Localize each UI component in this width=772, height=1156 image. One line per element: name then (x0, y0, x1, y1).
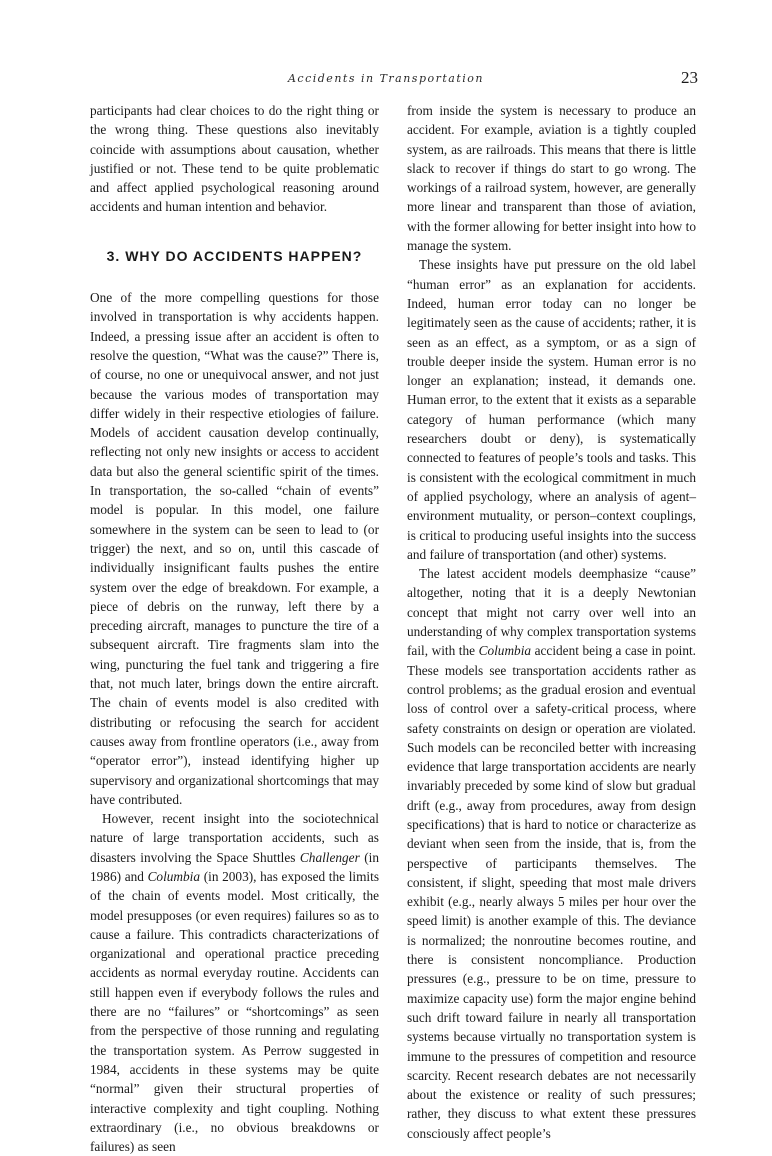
left-column (90, 101, 379, 1156)
italic-columbia: Columbia (147, 868, 201, 884)
paragraph-sociotechnical (90, 809, 379, 1156)
text-span: (in 1986) and (90, 849, 379, 884)
text-span: (in 2003), has exposed the limits of the chain of events model. Most critically, the model presupposes (or even requires) failures so as to cause a failure. This contradicts characterizations of organizational and operational practice preceding accidents as normal everyday routine. Accidents can still happen even if everybody follows the rules and there are no “failures” or “shortcomings” as seen from the perspective of those running and regulating the transportation system. As Perrow suggested in 1984, accidents in these systems may be quite “normal” given their structural properties of interactive complexity and tight coupling. Nothing extraordinary (i.e., no obvious breakdowns or failures) as seen (90, 868, 379, 1155)
text-span: accident being a case in point. These models see transportation accidents rather as control problems; as the gradual erosion and eventual loss of control over a safety-critical process, where safety constraints on design or operation are violated. Such models can be reconciled better with increasing evidence that large transportation accidents are nearly invariably preceded by some kind of slow but gradual drift (e.g., away from procedures, away from design specifications) that is hard to notice or characterize as deviant when seen from the inside, that is, from the perspective of participants themselves. The consistent, if slight, speeding that most male drivers exhibit (e.g., nearly always 5 miles per hour over the speed limit) is another example of this. The deviance is normalized; the nonroutine becomes routine, and there is consistent noncompliance. Production pressures (e.g., pressure to be on time, pressure to maximize capacity use) form the major engine behind such drift toward failure in nearly all transportation systems because virtually no transportation system is immune to the pressures of competition and resource scarcity. Recent research debates are not necessarily about the existence or reality of such pressures; rather, they discuss to what extent these pressures consciously affect people’s (407, 643, 696, 1141)
text-span: However, recent insight into the sociotechnical nature of large transportation accidents, such as disasters involving the Space Shuttles (90, 811, 379, 865)
paragraph-continuation: participants had clear choices to do the right thing or the wrong thing. These questions also inevitably coincide with assumptions about causation, whether justified or not. These tend to be quite problematic and affect applied psychological reasoning around accidents and human intention and behavior. (90, 103, 379, 215)
right-column (407, 101, 696, 1143)
paragraph-coupling: from inside the system is necessary to produce an accident. For example, aviation is a tightly coupled system, as are railroads. This means that there is little slack to recover if things do start to go wrong. The workings of a railroad system, however, are generally more linear and transparent than those of aviation, with the former allowing for better insight into how to manage the system. (407, 103, 696, 254)
page-number: 23 (681, 68, 698, 87)
text-span: The latest accident models deemphasize “cause” altogether, noting that it is a deeply Newtonian concept that might not carry over well into an understanding of why complex transportation systems fail, with the (407, 566, 696, 659)
paragraph-why-accidents: One of the more compelling questions for those involved in transportation is why accidents happen. Indeed, a pressing issue after an accident is often to resolve the question, “What was the cause?” There is, of course, no one or unequivocal answer, and not just because the various modes of transportation may differ widely in their respective etiologies of failure. Models of accident causation develop continually, reflecting not only new insights or access to accident data but also the general scientific spirit of the times. In transportation, the so-called “chain of events” model is popular. In this model, one failure somewhere in the system can be seen to lead to (or trigger) the next, and so on, until this cascade of individually insignificant faults pushes the entire system over the edge of breakdown. For example, a piece of debris on the runway, left there by a preceding aircraft, manages to puncture the tire of a subsequent aircraft. Tire fragments slam into the wing, puncturing the fuel tank and triggering a fire that, not much later, brings down the entire aircraft. The chain of events model is also credited with distributing or refocusing the search for accident causes away from frontline operators (i.e., away from “operator error”), instead identifying higher up supervisory and organizational shortcomings that may have contributed. (90, 290, 379, 807)
paragraph-human-error: These insights have put pressure on the old label “human error” as an explanation for accidents. Indeed, human error today can no longer be legitimately seen as the cause of accidents; rather, it is seen as an effect, as a symptom, or as a sign of trouble deeper inside the system. Human error is no longer an explanation; instead, it demands one. Human error, to the extent that it exists as a separable category of human performance (which many researchers doubt or deny), is systematically connected to features of people’s tools and tasks. This is consistent with the ecological commitment in much of applied psychology, where an analysis of agent–environment mutuality, or person–context couplings, is critical to producing useful insights into the success and failure of transportation (and other) systems. (407, 257, 696, 562)
running-title: Accidents in Transportation (287, 72, 484, 85)
italic-columbia: Columbia (478, 643, 532, 659)
paragraph-accident-models (407, 564, 696, 1143)
section-heading: 3. WHY DO ACCIDENTS HAPPEN? (106, 247, 363, 264)
italic-challenger: Challenger (299, 849, 360, 865)
